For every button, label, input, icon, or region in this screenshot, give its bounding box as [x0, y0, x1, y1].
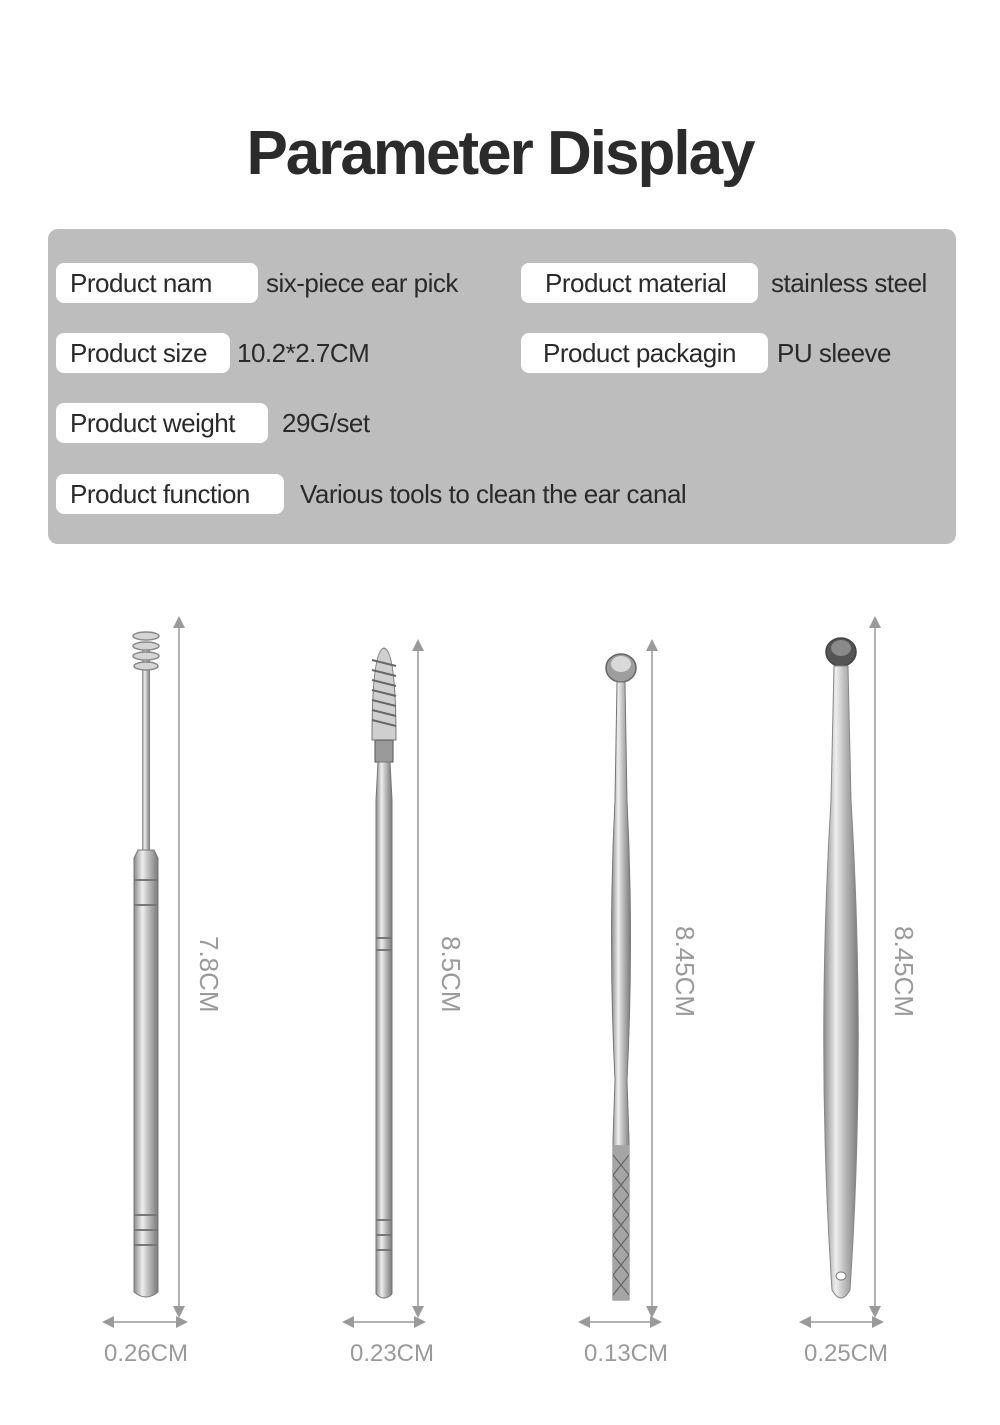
tools-illustration	[0, 600, 1000, 1400]
tool-2-length: 8.5CM	[436, 936, 466, 1013]
flat-spoon-ear-pick-icon	[824, 638, 859, 1298]
product-weight-value: 29G/set	[282, 408, 370, 438]
product-size-label: Product size	[56, 333, 230, 373]
product-packaging-label: Product packagin	[521, 333, 768, 373]
tool-3-length: 8.45CM	[670, 926, 700, 1018]
parameter-panel	[48, 229, 956, 544]
product-size-value: 10.2*2.7CM	[237, 338, 370, 368]
product-material-label: Product material	[521, 263, 758, 303]
tool-3-width: 0.13CM	[583, 1340, 669, 1367]
tool-4-length: 8.45CM	[889, 926, 919, 1018]
spring-ear-pick-icon	[372, 648, 396, 1298]
tool-2-width: 0.23CM	[349, 1340, 435, 1367]
product-function-label: Product function	[56, 474, 284, 514]
tool-4-width: 0.25CM	[803, 1340, 889, 1367]
product-weight-label: Product weight	[56, 403, 268, 443]
spiral-ear-pick-icon	[133, 632, 159, 1297]
product-name-label: Product nam	[56, 263, 258, 303]
product-function-value: Various tools to clean the ear canal	[300, 479, 687, 509]
spoon-ear-pick-icon	[606, 654, 636, 1300]
page-title: Parameter Display	[246, 119, 754, 188]
tool-1-length: 7.8CM	[194, 936, 224, 1013]
product-material-value: stainless steel	[771, 268, 927, 298]
tool-display	[0, 600, 1000, 1400]
product-packaging-value: PU sleeve	[777, 338, 891, 368]
tool-1-width: 0.26CM	[103, 1340, 189, 1367]
product-name-value: six-piece ear pick	[266, 268, 458, 298]
